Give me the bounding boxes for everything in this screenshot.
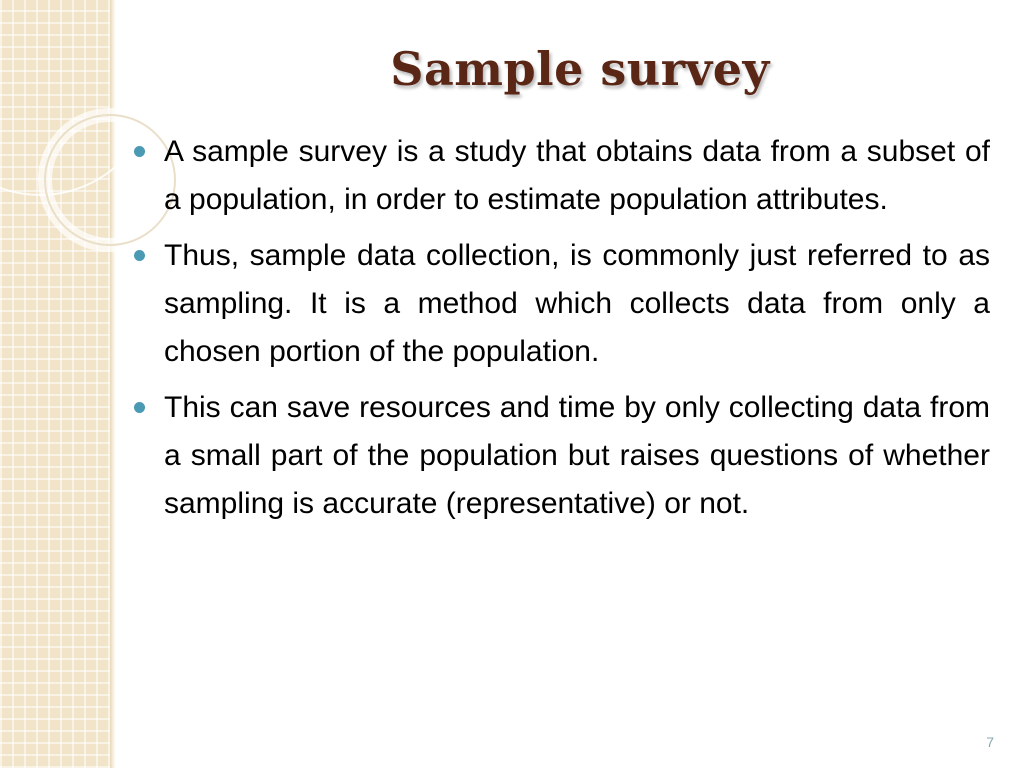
bullet-item (128, 128, 990, 224)
page-number: 7 (986, 734, 994, 750)
bullet-text: A sample survey is a study that obtains data from a subset of a population, in order to estimate population attributes. (164, 135, 990, 216)
bullet-list (128, 128, 990, 528)
bullet-item (128, 384, 990, 528)
slide-title: Sample survey (390, 42, 770, 96)
bullet-item (128, 232, 990, 376)
slide-content (128, 128, 990, 536)
bullet-dot-icon (134, 402, 145, 413)
bullet-text: Thus, sample data collection, is commonly just referred to as sampling. It is a method which collects data from only a chosen portion of the population. (164, 239, 990, 368)
bullet-dot-icon (134, 250, 145, 261)
bullet-dot-icon (134, 146, 145, 157)
bullet-text: This can save resources and time by only collecting data from a small part of the population but raises questions of whether sampling is accurate (representative) or not. (164, 391, 990, 520)
